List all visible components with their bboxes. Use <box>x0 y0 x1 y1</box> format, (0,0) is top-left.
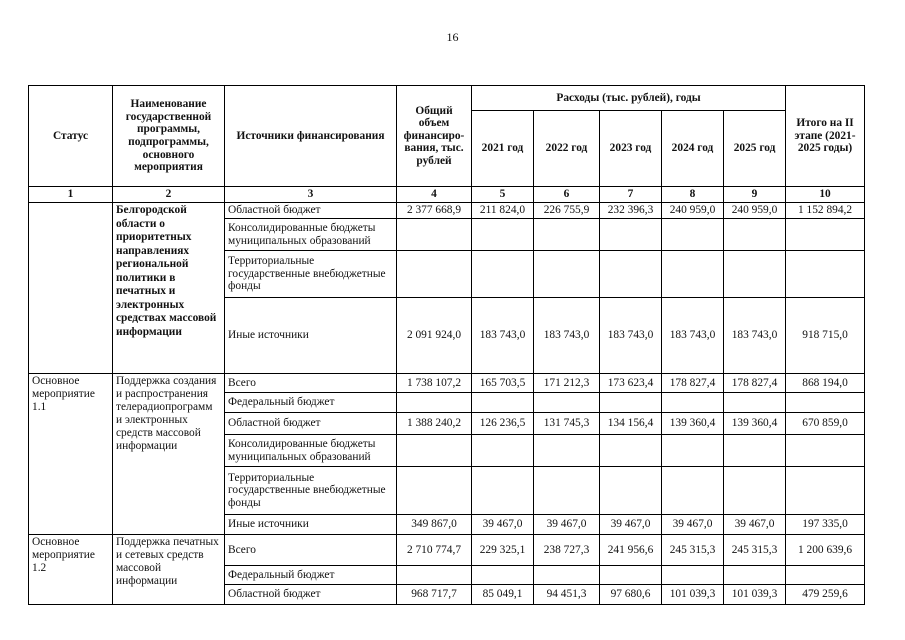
amount-cell: 211 824,0 <box>472 203 534 219</box>
amount-cell: 178 827,4 <box>662 374 724 393</box>
amount-cell <box>397 566 472 585</box>
amount-cell: 240 959,0 <box>662 203 724 219</box>
amount-cell: 2 710 774,7 <box>397 535 472 566</box>
amount-cell: 183 743,0 <box>472 298 534 374</box>
amount-cell: 918 715,0 <box>786 298 865 374</box>
column-number: 8 <box>662 187 724 203</box>
amount-cell <box>472 566 534 585</box>
amount-cell: 183 743,0 <box>600 298 662 374</box>
amount-cell: 131 745,3 <box>534 413 600 435</box>
column-number: 1 <box>29 187 113 203</box>
amount-cell: 968 717,7 <box>397 585 472 605</box>
amount-cell <box>724 393 786 413</box>
amount-cell <box>397 435 472 467</box>
amount-cell <box>600 393 662 413</box>
amount-cell: 178 827,4 <box>724 374 786 393</box>
funding-source-cell: Иные источники <box>225 298 397 374</box>
status-cell: Основное мероприятие 1.1 <box>29 374 113 535</box>
amount-cell <box>397 467 472 515</box>
amount-cell <box>662 566 724 585</box>
table-row <box>29 535 865 566</box>
column-number-row <box>29 187 865 203</box>
amount-cell: 97 680,6 <box>600 585 662 605</box>
amount-cell <box>724 566 786 585</box>
amount-cell: 183 743,0 <box>534 298 600 374</box>
amount-cell: 2 091 924,0 <box>397 298 472 374</box>
funding-source-cell: Областной бюджет <box>225 585 397 605</box>
funding-source-cell: Областной бюджет <box>225 203 397 219</box>
amount-cell <box>534 251 600 298</box>
header-year-2022: 2022 год <box>534 111 600 187</box>
amount-cell: 240 959,0 <box>724 203 786 219</box>
amount-cell <box>534 467 600 515</box>
amount-cell <box>472 435 534 467</box>
amount-cell <box>397 251 472 298</box>
amount-cell: 101 039,3 <box>724 585 786 605</box>
amount-cell: 479 259,6 <box>786 585 865 605</box>
amount-cell <box>724 435 786 467</box>
column-number: 6 <box>534 187 600 203</box>
financing-table <box>28 85 865 605</box>
amount-cell: 1 200 639,6 <box>786 535 865 566</box>
header-total-volume: Общий объем финансиро-вания, тыс. рублей <box>397 86 472 187</box>
amount-cell: 39 467,0 <box>600 515 662 535</box>
amount-cell <box>786 566 865 585</box>
column-number: 3 <box>225 187 397 203</box>
column-number: 7 <box>600 187 662 203</box>
amount-cell: 1 738 107,2 <box>397 374 472 393</box>
header-year-2023: 2023 год <box>600 111 662 187</box>
column-number: 9 <box>724 187 786 203</box>
amount-cell: 245 315,3 <box>662 535 724 566</box>
column-number: 2 <box>113 187 225 203</box>
amount-cell <box>534 566 600 585</box>
funding-source-cell: Консолидированные бюджеты муниципальных образований <box>225 435 397 467</box>
amount-cell: 139 360,4 <box>662 413 724 435</box>
amount-cell <box>600 435 662 467</box>
header-stage-total: Итого на II этапе (2021-2025 годы) <box>786 86 865 187</box>
funding-source-cell: Федеральный бюджет <box>225 566 397 585</box>
amount-cell: 197 335,0 <box>786 515 865 535</box>
amount-cell <box>534 435 600 467</box>
program-name-cell: Поддержка печатных и сетевых средств массовой информации <box>113 535 225 605</box>
status-cell: Основное мероприятие 1.2 <box>29 535 113 605</box>
amount-cell <box>724 251 786 298</box>
amount-cell: 39 467,0 <box>724 515 786 535</box>
program-name-cell: Белгородской области о приоритетных направлениях региональной политики в печатных и электронных средствах массовой информации <box>113 203 225 374</box>
header-year-2025: 2025 год <box>724 111 786 187</box>
page-number: 16 <box>446 30 459 44</box>
amount-cell: 183 743,0 <box>724 298 786 374</box>
header-status: Статус <box>29 86 113 187</box>
amount-cell: 868 194,0 <box>786 374 865 393</box>
amount-cell <box>724 219 786 251</box>
amount-cell: 171 212,3 <box>534 374 600 393</box>
amount-cell: 94 451,3 <box>534 585 600 605</box>
table-row <box>29 374 865 393</box>
funding-source-cell: Всего <box>225 374 397 393</box>
amount-cell <box>786 435 865 467</box>
amount-cell <box>786 393 865 413</box>
funding-source-cell: Всего <box>225 535 397 566</box>
column-number: 4 <box>397 187 472 203</box>
amount-cell: 241 956,6 <box>600 535 662 566</box>
amount-cell <box>472 219 534 251</box>
amount-cell <box>600 219 662 251</box>
amount-cell <box>472 467 534 515</box>
amount-cell: 126 236,5 <box>472 413 534 435</box>
funding-source-cell: Консолидированные бюджеты муниципальных образований <box>225 219 397 251</box>
amount-cell: 39 467,0 <box>662 515 724 535</box>
funding-source-cell: Федеральный бюджет <box>225 393 397 413</box>
amount-cell <box>600 251 662 298</box>
amount-cell: 245 315,3 <box>724 535 786 566</box>
funding-source-cell: Территориальные государственные внебюджетные фонды <box>225 251 397 298</box>
amount-cell: 1 388 240,2 <box>397 413 472 435</box>
amount-cell: 349 867,0 <box>397 515 472 535</box>
amount-cell <box>534 219 600 251</box>
amount-cell <box>786 251 865 298</box>
amount-cell <box>786 467 865 515</box>
funding-source-cell: Областной бюджет <box>225 413 397 435</box>
amount-cell: 39 467,0 <box>534 515 600 535</box>
funding-source-cell: Иные источники <box>225 515 397 535</box>
header-program-name: Наименование государственной программы, подпрограммы, основного мероприятия <box>113 86 225 187</box>
amount-cell <box>600 566 662 585</box>
amount-cell: 85 049,1 <box>472 585 534 605</box>
amount-cell: 165 703,5 <box>472 374 534 393</box>
column-number: 10 <box>786 187 865 203</box>
header-year-2024: 2024 год <box>662 111 724 187</box>
table-row <box>29 203 865 219</box>
program-name-cell: Поддержка создания и распространения телерадиопрограмм и электронных средств массовой информации <box>113 374 225 535</box>
column-number: 5 <box>472 187 534 203</box>
amount-cell <box>786 219 865 251</box>
amount-cell: 229 325,1 <box>472 535 534 566</box>
amount-cell <box>397 219 472 251</box>
amount-cell: 101 039,3 <box>662 585 724 605</box>
funding-source-cell: Территориальные государственные внебюджетные фонды <box>225 467 397 515</box>
amount-cell <box>662 435 724 467</box>
amount-cell <box>662 393 724 413</box>
amount-cell: 39 467,0 <box>472 515 534 535</box>
amount-cell: 139 360,4 <box>724 413 786 435</box>
amount-cell <box>662 219 724 251</box>
amount-cell: 183 743,0 <box>662 298 724 374</box>
amount-cell <box>534 393 600 413</box>
header-sources: Источники финансирования <box>225 86 397 187</box>
amount-cell: 173 623,4 <box>600 374 662 393</box>
amount-cell <box>472 393 534 413</box>
amount-cell <box>397 393 472 413</box>
amount-cell <box>662 467 724 515</box>
header-year-2021: 2021 год <box>472 111 534 187</box>
amount-cell <box>662 251 724 298</box>
header-expenses-group: Расходы (тыс. рублей), годы <box>472 86 786 111</box>
amount-cell <box>600 467 662 515</box>
status-cell <box>29 203 113 374</box>
amount-cell <box>724 467 786 515</box>
amount-cell: 134 156,4 <box>600 413 662 435</box>
amount-cell: 232 396,3 <box>600 203 662 219</box>
amount-cell: 2 377 668,9 <box>397 203 472 219</box>
amount-cell: 226 755,9 <box>534 203 600 219</box>
amount-cell: 238 727,3 <box>534 535 600 566</box>
amount-cell <box>472 251 534 298</box>
amount-cell: 670 859,0 <box>786 413 865 435</box>
amount-cell: 1 152 894,2 <box>786 203 865 219</box>
